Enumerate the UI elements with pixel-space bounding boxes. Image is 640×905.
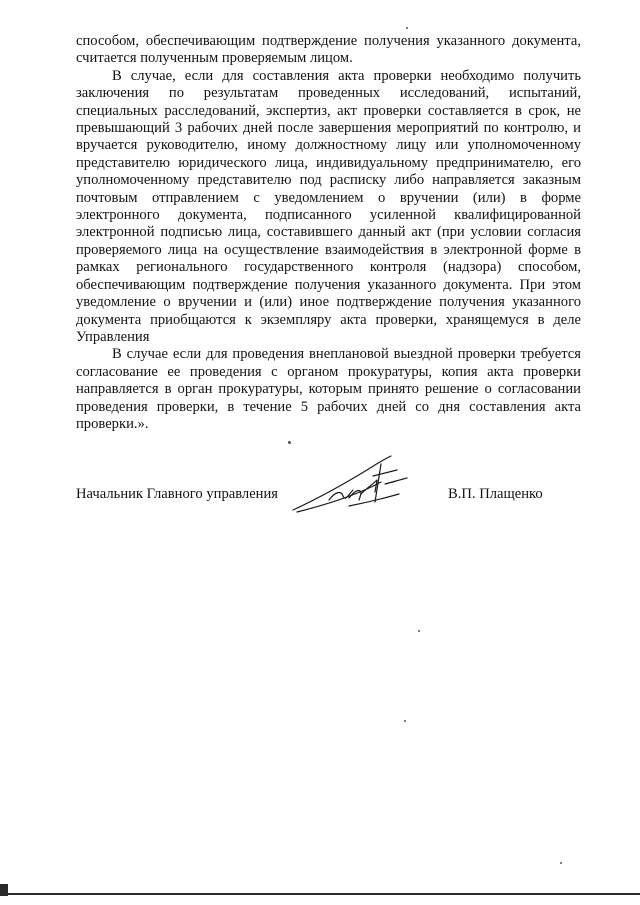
signatory-position: Начальник Главного управления — [76, 486, 279, 502]
scan-edge-line — [0, 893, 640, 895]
scan-speck — [560, 862, 562, 864]
paragraph-act-deadline: В случае, если для составления акта проверки необходимо получить заключения по результатам проведенных исследований, испытаний, специальных расследований, экспертиз, акт проверки составляется в срок, не превышающий 3 рабочих дней после завершения мероприятий по контролю, и вручается руководителю, иному должностному лицу или уполномоченному представителю юридического лица, индивидуальному предпринимателю, его уполномоченному представителю под расписку либо направляется заказным почтовым отправлением с уведомлением о вручении (или) в форме электронного документа, подписанного усиленной квалифицированной электронной подписью лица, составившего данный акт (при условии согласия проверяемого лица на осуществление взаимодействия в электронной форме в рамках регионального государственного контроля (надзора) способом, обеспечивающим подтверждение получения указанного документа. При этом уведомление о вручении и (или) иное подтверждение получения указанного документа приобщаются к экземпляру акта проверки, хранящемуся в деле Управления — [76, 67, 581, 345]
scan-speck — [418, 630, 420, 632]
scan-speck — [406, 27, 408, 29]
paragraph-continuation: способом, обеспечивающим подтверждение получения указанного документа, считается полученным проверяемым лицом. — [76, 33, 581, 67]
scan-speck — [404, 720, 406, 722]
signatory-name: В.П. Плащенко — [448, 486, 543, 502]
document-body — [76, 33, 581, 433]
scan-speck — [288, 441, 291, 444]
paragraph-prosecutor-copy: В случае если для проведения внеплановой выездной проверки требуется согласование ее проведения с органом прокуратуры, копия акта проверки направляется в орган прокуратуры, которым принято решение о согласовании проведения проверки, в течение 5 рабочих дней со дня составления акта проверки.». — [76, 346, 581, 432]
handwritten-signature — [289, 454, 419, 516]
signature-block — [76, 478, 581, 518]
